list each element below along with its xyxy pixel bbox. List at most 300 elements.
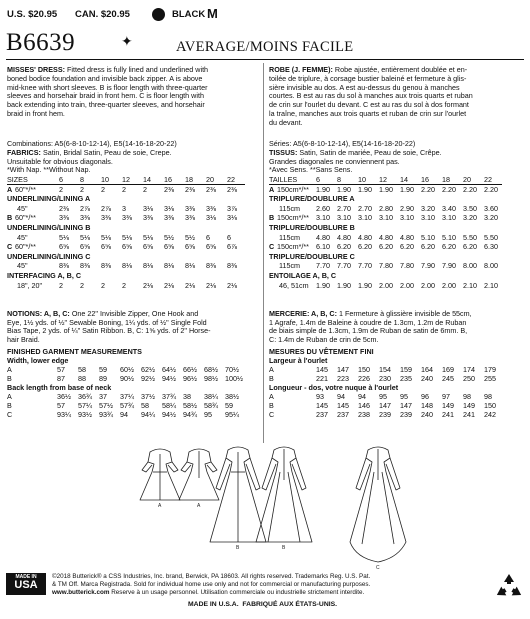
fabrics-lead: FABRICS: (7, 148, 41, 157)
left-row-value: 3⅛ (143, 203, 153, 213)
right-row-value: 7.70 (358, 261, 372, 271)
left-row-value: 3⅜ (185, 213, 195, 223)
right-longueur-meas-value: 148 (421, 401, 433, 411)
right-row-value: 4.80 (400, 232, 414, 242)
notions-line-1: Eye, 1½ yds. of ½" Sewable Boning, 1¼ yds. of ½" Single Fold (7, 317, 207, 327)
left-width-meas-value: 88 (78, 374, 86, 384)
left-row-value: 6⅝ (206, 242, 216, 252)
left-width-meas-value: 70½ (225, 365, 239, 374)
right-row-value: 3.10 (421, 213, 435, 223)
right-row-value: 2.70 (337, 203, 351, 213)
right-metrage-table (269, 176, 525, 316)
right-longueur-meas-value: 145 (337, 401, 349, 411)
right-longueur-meas-value: 147 (379, 401, 391, 411)
right-row-value: 4.80 (358, 232, 372, 242)
left-row-value: 2 (80, 280, 84, 290)
left-row-width: 60"*/** (15, 213, 36, 223)
left-size-col: 6 (59, 175, 63, 184)
left-size-label: SIZES (7, 175, 28, 184)
left-row-value: 5⅛ (101, 232, 111, 242)
right-desc-text: de crin sur l'ourlet du devant. C est au ras du sol à dos formant (269, 100, 469, 110)
left-row-value: 6⅝ (164, 242, 174, 252)
back-length-table (7, 393, 261, 423)
right-row-value: 6.10 (316, 242, 330, 252)
notions-line-0: One 22" Invisible Zipper, One Hook and (69, 309, 199, 318)
left-row-value: 6⅝ (185, 242, 195, 252)
right-row-value: 7.70 (316, 261, 330, 271)
right-row-value: 2.20 (484, 184, 498, 194)
right-row-value: 2.20 (442, 184, 456, 194)
right-row-value: 1.90 (316, 280, 330, 290)
left-desc-line (7, 92, 259, 99)
footer-usage-line: & TM Off. Marca Registrada. Sold for individual home use only and not for commercial or manufacturing purposes. (52, 581, 371, 588)
right-longueur-meas-value: 242 (484, 410, 496, 420)
right-row-value: 3.10 (316, 213, 330, 223)
right-row-value: 7.90 (442, 261, 456, 271)
left-back-meas-value: 93½ (78, 410, 92, 420)
left-size-col: 20 (206, 175, 214, 184)
right-section-heading: TRIPLURE/DOUBLURE A (269, 194, 355, 204)
right-desc-line (269, 101, 525, 108)
left-row-value: 2 (122, 280, 126, 290)
right-series: Séries: A5(6-8-10-12-14), E5(14-16-18-20-22) (269, 139, 416, 148)
price-can: CAN. $20.95 (75, 9, 130, 20)
right-row-width: 115cm (279, 261, 301, 271)
right-mercerie (269, 310, 472, 343)
right-row-value: 2.10 (484, 280, 498, 290)
right-row-value: 5.50 (484, 232, 498, 242)
badge-bottom-text: USA (14, 579, 38, 591)
width-title: Width, lower edge (7, 356, 69, 365)
right-largeur-meas-value: 250 (463, 374, 475, 384)
left-row-value: 2 (59, 280, 63, 290)
left-row-value: 3⅜ (164, 213, 174, 223)
right-size-col: 10 (358, 175, 366, 184)
left-row-value: 3⅜ (80, 213, 90, 223)
right-longueur-meas-value: 94 (358, 392, 366, 401)
right-row-value: 2.90 (400, 203, 414, 213)
right-longueur-meas-value: 150 (484, 401, 496, 411)
left-back-meas-value: 58½ (183, 401, 197, 411)
left-back-meas-value: 38½ (225, 392, 239, 401)
left-row-value: 2⅜ (59, 203, 69, 213)
left-row-value: 8⅜ (206, 261, 216, 271)
largeur-title: Largeur à l'ourlet (269, 356, 328, 365)
website-link[interactable]: www.butterick.com (52, 589, 110, 596)
left-row-value: 2 (122, 184, 126, 194)
right-row-value: 1.90 (337, 184, 351, 194)
left-row-value: 6 (227, 232, 231, 242)
right-row-value: 8.00 (463, 261, 477, 271)
left-row-value: 8⅛ (164, 261, 174, 271)
left-back-meas-value: 58 (141, 401, 149, 411)
size-dot-icon (152, 8, 165, 21)
left-row-value: 2⅞ (101, 203, 111, 213)
left-width-meas-value: 94½ (162, 374, 176, 384)
fabrics-line-0: Satin, Bridal Satin, Peau de soie, Crepe. (40, 148, 172, 157)
right-longueur-meas-value: 147 (400, 401, 412, 411)
left-row-value: 5⅛ (143, 232, 153, 242)
right-desc-text: toilée de triplure, à corsage bustier baleiné et fermeture à glis- (269, 73, 467, 83)
footer-french-text: Reserve à un usage personnel. Utilisation commerciale ou industrielle strictement interdite. (109, 589, 365, 596)
right-row-label: C (269, 242, 275, 252)
right-largeur-meas-value: 223 (337, 374, 349, 384)
pattern-number: B6639 (6, 29, 76, 56)
left-back-meas-value: 58¼ (162, 401, 176, 411)
left-width-meas-value: 59 (99, 365, 107, 374)
left-size-col: 12 (122, 175, 130, 184)
left-row-value: 2 (80, 184, 84, 194)
header-rule (6, 59, 524, 60)
right-largeur-meas-value: 221 (316, 374, 328, 384)
right-longueur-meas-value: 149 (463, 401, 475, 411)
size-color-label: BLACK (172, 9, 206, 20)
left-width-meas-value: 57 (57, 365, 65, 374)
right-row-value: 2.20 (421, 184, 435, 194)
right-row-value: 5.10 (421, 232, 435, 242)
tissus-lead: TISSUS: (269, 148, 298, 157)
right-longueur-meas-value: 98 (484, 392, 492, 401)
notions-line-3: hair Braid. (7, 335, 40, 345)
size-range-letter: M (207, 6, 218, 21)
left-row-value: 5½ (185, 232, 195, 242)
right-longueur-meas-value: 237 (337, 410, 349, 420)
left-back-meas-value: 37¾ (162, 392, 176, 401)
right-row-value: 2.00 (442, 280, 456, 290)
left-row-value: 2⅛ (227, 280, 237, 290)
left-width-meas-label: B (7, 374, 12, 384)
left-size-col: 18 (185, 175, 193, 184)
drawing-b-front (210, 447, 266, 542)
right-row-value: 6.20 (421, 242, 435, 252)
right-largeur-meas-value: 230 (379, 374, 391, 384)
left-row-value: 6⅝ (59, 242, 69, 252)
right-row-value: 3.20 (421, 203, 435, 213)
made-in-usa-badge (6, 573, 46, 595)
left-row-value: 6⅞ (227, 242, 237, 252)
left-back-meas-value: 36¾ (78, 392, 92, 401)
left-desc-text: back extending into train, three-quarter sleeves, and horsehair (7, 100, 205, 110)
right-size-col: 14 (400, 175, 408, 184)
left-row-value: 2 (143, 184, 147, 194)
drawing-label-3: B (282, 545, 286, 551)
left-row-value: 2⅜ (185, 184, 195, 194)
left-back-meas-value: 37¼ (120, 392, 134, 401)
left-back-meas-value: 94¼ (141, 410, 155, 420)
right-row-value: 2.20 (463, 184, 477, 194)
left-row-label: B (7, 213, 13, 223)
badge-top-text: MADE IN (15, 574, 37, 580)
right-longueur-meas-value: 97 (442, 392, 450, 401)
right-row-value: 7.80 (400, 261, 414, 271)
left-row-value: 3⅜ (143, 213, 153, 223)
left-row-value: 8⅛ (185, 261, 195, 271)
right-row-label: A (269, 184, 275, 194)
left-width-meas-value: 98½ (204, 374, 218, 384)
mercerie-lead: MERCERIE: A, B, C: (269, 309, 338, 318)
left-row-value: 3⅜ (101, 213, 111, 223)
left-yardage-table (7, 176, 261, 316)
right-row-value: 2.00 (421, 280, 435, 290)
right-size-col: 16 (421, 175, 429, 184)
left-desc-text: braid in front hem. (7, 108, 65, 118)
mercerie-line-1: 1 Agrafe, 1.4m de Baleine à coudre de 1.3cm, 1.2m de Ruban (269, 317, 467, 327)
right-row-width: 115cm (279, 232, 301, 242)
left-back-meas-value: 57¼ (78, 401, 92, 411)
left-row-value: 3⅛ (164, 203, 174, 213)
right-row-value: 1.90 (316, 184, 330, 194)
tissus-line-2: *Avec Sens. **Sans Sens. (269, 165, 353, 175)
right-largeur-meas-value: 145 (316, 365, 328, 374)
right-row-value: 1.90 (337, 280, 351, 290)
right-row-value: 3.20 (463, 213, 477, 223)
tissus-line-1: Grandes diagonales ne conviennent pas. (269, 156, 400, 166)
left-row-value: 2⅛ (185, 280, 195, 290)
left-desc-line (7, 101, 259, 108)
left-combinations: Combinations: A5(6-8-10-12-14), E5(14-16-18-20-22) (7, 139, 177, 148)
left-size-col: 16 (164, 175, 172, 184)
finished-measurements-title: FINISHED GARMENT MEASUREMENTS (7, 347, 142, 356)
fabrics-line-2: *With Nap. **Without Nap. (7, 165, 91, 175)
drawing-b-back (256, 447, 312, 542)
left-row-value: 8⅜ (227, 261, 237, 271)
notions-lead: NOTIONS: A, B, C: (7, 309, 70, 318)
right-desc-lead: ROBE (J. FEMME): (269, 65, 333, 74)
right-largeur-meas-value: 179 (484, 365, 496, 374)
drawing-label-4: C (376, 565, 380, 571)
left-section-heading: UNDERLINING/LINING B (7, 223, 91, 232)
left-notions (7, 310, 211, 343)
drawing-a-front (140, 449, 180, 500)
right-largeur-meas-label: B (269, 374, 274, 384)
right-desc-line (269, 110, 525, 117)
right-row-value: 6.30 (484, 242, 498, 252)
right-row-value: 5.10 (442, 232, 456, 242)
mercerie-line-3: C: 1.4m de Ruban de crin de 5cm. (269, 335, 379, 345)
right-row-label: B (269, 213, 275, 223)
left-back-meas-value: 38 (183, 392, 191, 401)
left-width-meas-value: 66½ (183, 365, 197, 374)
right-longueur-meas-value: 146 (358, 401, 370, 411)
right-row-width: 115cm (279, 203, 301, 213)
right-size-label: TAILLES (269, 175, 298, 184)
right-longueur-meas-value: 96 (421, 392, 429, 401)
right-row-value: 4.80 (316, 232, 330, 242)
right-row-value: 4.80 (337, 232, 351, 242)
left-row-value: 3 (122, 203, 126, 213)
left-desc-line (7, 84, 259, 91)
left-back-meas-value: 57½ (99, 401, 113, 411)
right-row-value: 7.80 (379, 261, 393, 271)
left-width-meas-label: A (7, 365, 12, 374)
right-tissus (269, 149, 442, 174)
right-row-value: 2.00 (379, 280, 393, 290)
right-row-value: 1.90 (358, 184, 372, 194)
left-row-value: 2⅛ (206, 280, 216, 290)
made-in-usa-line: MADE IN U.S.A. FABRIQUÉ AUX ÉTATS-UNIS. (188, 601, 338, 608)
left-row-value: 2⅜ (206, 184, 216, 194)
right-largeur-meas-value: 240 (421, 374, 433, 384)
right-row-value: 3.10 (379, 213, 393, 223)
left-row-value: 2 (101, 280, 105, 290)
left-row-width: 18", 20" (17, 280, 43, 290)
drawing-a-back (179, 449, 219, 500)
left-back-meas-value: 57¾ (120, 401, 134, 411)
right-row-value: 3.20 (484, 213, 498, 223)
left-width-meas-value: 90½ (120, 374, 134, 384)
left-back-meas-value: 94½ (162, 410, 176, 420)
left-back-meas-value: 94 (120, 410, 128, 420)
left-desc-lead: MISSES' DRESS: (7, 65, 66, 74)
left-back-meas-value: 37 (99, 392, 107, 401)
left-row-value: 8⅛ (143, 261, 153, 271)
left-back-meas-value: 93¾ (99, 410, 113, 420)
left-row-width: 45" (17, 203, 28, 213)
left-row-value: 3⅞ (227, 203, 237, 213)
right-longueur-meas-label: B (269, 401, 274, 411)
right-longueur-meas-value: 95 (400, 392, 408, 401)
right-desc-text: du devant. (269, 117, 303, 127)
left-back-meas-value: 36½ (57, 392, 71, 401)
right-longueur-meas-label: C (269, 410, 275, 420)
left-row-value: 3⅜ (206, 203, 216, 213)
back-length-title: Back length from base of neck (7, 383, 112, 392)
right-largeur-meas-value: 235 (400, 374, 412, 384)
left-back-meas-value: 94¾ (183, 410, 197, 420)
right-row-value: 4.80 (379, 232, 393, 242)
left-back-meas-value: 38¼ (204, 392, 218, 401)
right-largeur-meas-value: 159 (400, 365, 412, 374)
right-size-col: 20 (463, 175, 471, 184)
left-desc-text: mid-knee with short sleeves. B is floor length with three-quarter (7, 82, 208, 92)
right-row-value: 2.70 (358, 203, 372, 213)
left-width-meas-value: 87 (57, 374, 65, 384)
right-largeur-meas-value: 255 (484, 374, 496, 384)
left-row-value: 3⅜ (122, 213, 132, 223)
right-row-value: 3.10 (358, 213, 372, 223)
right-row-value: 3.10 (442, 213, 456, 223)
left-row-value: 6⅝ (143, 242, 153, 252)
difficulty-label: AVERAGE/MOINS FACILE (176, 39, 354, 55)
left-row-value: 8⅜ (101, 261, 111, 271)
right-row-value: 6.20 (379, 242, 393, 252)
notions-line-2: Bias Tape, 2 yds. of ¼" Satin Ribbon. B, C: 1⅝ yds. of 2" Horse- (7, 326, 211, 336)
right-row-value: 7.90 (421, 261, 435, 271)
right-desc-text: sière invisible au dos. A est au-dessus du genou à manches (269, 82, 460, 92)
left-row-value: 8⅜ (80, 261, 90, 271)
right-row-width: 150cm*/** (277, 184, 309, 194)
left-desc-text: boned bodice foundation and invisible back zipper. A is above (7, 73, 203, 83)
left-row-value: 8⅜ (59, 261, 69, 271)
right-desc-line (269, 84, 525, 91)
left-width-meas-value: 58 (78, 365, 86, 374)
right-longueur-meas-value: 241 (442, 410, 454, 420)
right-longueur-meas-value: 239 (379, 410, 391, 420)
left-desc-text: sleeves and horsehair braid in front hem. C is floor length with (7, 91, 204, 101)
left-back-meas-value: 37½ (141, 392, 155, 401)
right-largeur-meas-value: 154 (379, 365, 391, 374)
right-longueur-meas-value: 240 (421, 410, 433, 420)
technical-drawings (0, 432, 530, 572)
right-size-col: 8 (337, 175, 341, 184)
left-size-col: 8 (80, 175, 84, 184)
left-width-meas-value: 100½ (225, 374, 243, 384)
left-row-value: 2 (59, 184, 63, 194)
right-desc-line (269, 75, 525, 82)
left-back-meas-value: 95 (204, 410, 212, 420)
left-width-meas-value: 64½ (162, 365, 176, 374)
left-back-meas-label: C (7, 410, 13, 420)
left-back-meas-label: B (7, 401, 12, 411)
right-row-value: 5.50 (463, 232, 477, 242)
left-width-meas-value: 68½ (204, 365, 218, 374)
left-row-value: 3⅜ (59, 213, 69, 223)
left-row-value: 2⅜ (164, 184, 174, 194)
column-divider (263, 63, 264, 443)
right-row-value: 2.80 (379, 203, 393, 213)
right-largeur-meas-value: 245 (442, 374, 454, 384)
left-row-width: 45" (17, 232, 28, 242)
right-row-value: 6.20 (463, 242, 477, 252)
left-desc-text: Fitted dress is fully lined and underlined with (65, 65, 209, 74)
right-longueur-meas-value: 94 (337, 392, 345, 401)
right-size-col: 6 (316, 175, 320, 184)
drawing-c-back (350, 447, 406, 562)
left-width-meas-value: 60½ (120, 365, 134, 374)
footer-french-line (52, 590, 364, 596)
right-row-value: 6.20 (442, 242, 456, 252)
right-description (269, 66, 525, 128)
left-width-meas-value: 89 (99, 374, 107, 384)
left-row-value: 3⅛ (227, 213, 237, 223)
left-width-meas-value: 96½ (183, 374, 197, 384)
left-row-value: 3⅜ (185, 203, 195, 213)
drawing-label-0: A (158, 503, 162, 509)
left-size-col: 10 (101, 175, 109, 184)
left-section-heading: UNDERLINING/LINING C (7, 251, 91, 261)
left-back-meas-label: A (7, 392, 12, 401)
left-width-meas-value: 62½ (141, 365, 155, 374)
recycle-icon (494, 573, 524, 601)
left-row-value: 5½ (164, 232, 174, 242)
right-desc-line (269, 119, 525, 126)
right-row-width: 150cm*/** (277, 242, 309, 252)
left-row-value: 3⅛ (206, 213, 216, 223)
right-row-width: 46, 51cm (279, 280, 309, 290)
right-longueur-meas-value: 238 (358, 410, 370, 420)
right-longueur-meas-value: 237 (316, 410, 328, 420)
right-row-value: 3.10 (337, 213, 351, 223)
left-desc-line (7, 66, 259, 73)
left-size-col: 22 (227, 175, 235, 184)
right-largeur-meas-value: 174 (463, 365, 475, 374)
right-row-value: 3.50 (463, 203, 477, 213)
left-back-meas-value: 95¼ (225, 410, 239, 420)
mercerie-line-2: de biais simple de 1.3cm, 1.9m de Ruban de satin de 6mm. B, (269, 326, 468, 336)
drawing-label-1: A (197, 503, 201, 509)
left-row-value: 5⅛ (80, 232, 90, 242)
right-size-col: 12 (379, 175, 387, 184)
right-section-heading: TRIPLURE/DOUBLURE B (269, 223, 355, 232)
right-desc-text: la traîne, manches aux trois quarts et ruban de crin sur l'ourlet (269, 108, 467, 118)
right-row-value: 2.10 (463, 280, 477, 290)
right-largeur-meas-label: A (269, 365, 274, 374)
right-largeur-meas-value: 226 (358, 374, 370, 384)
left-row-value: 5⅛ (59, 232, 69, 242)
left-back-meas-value: 93¼ (57, 410, 71, 420)
left-row-width: 45" (17, 261, 28, 271)
right-section-heading: ENTOILAGE A, B, C (269, 271, 337, 280)
